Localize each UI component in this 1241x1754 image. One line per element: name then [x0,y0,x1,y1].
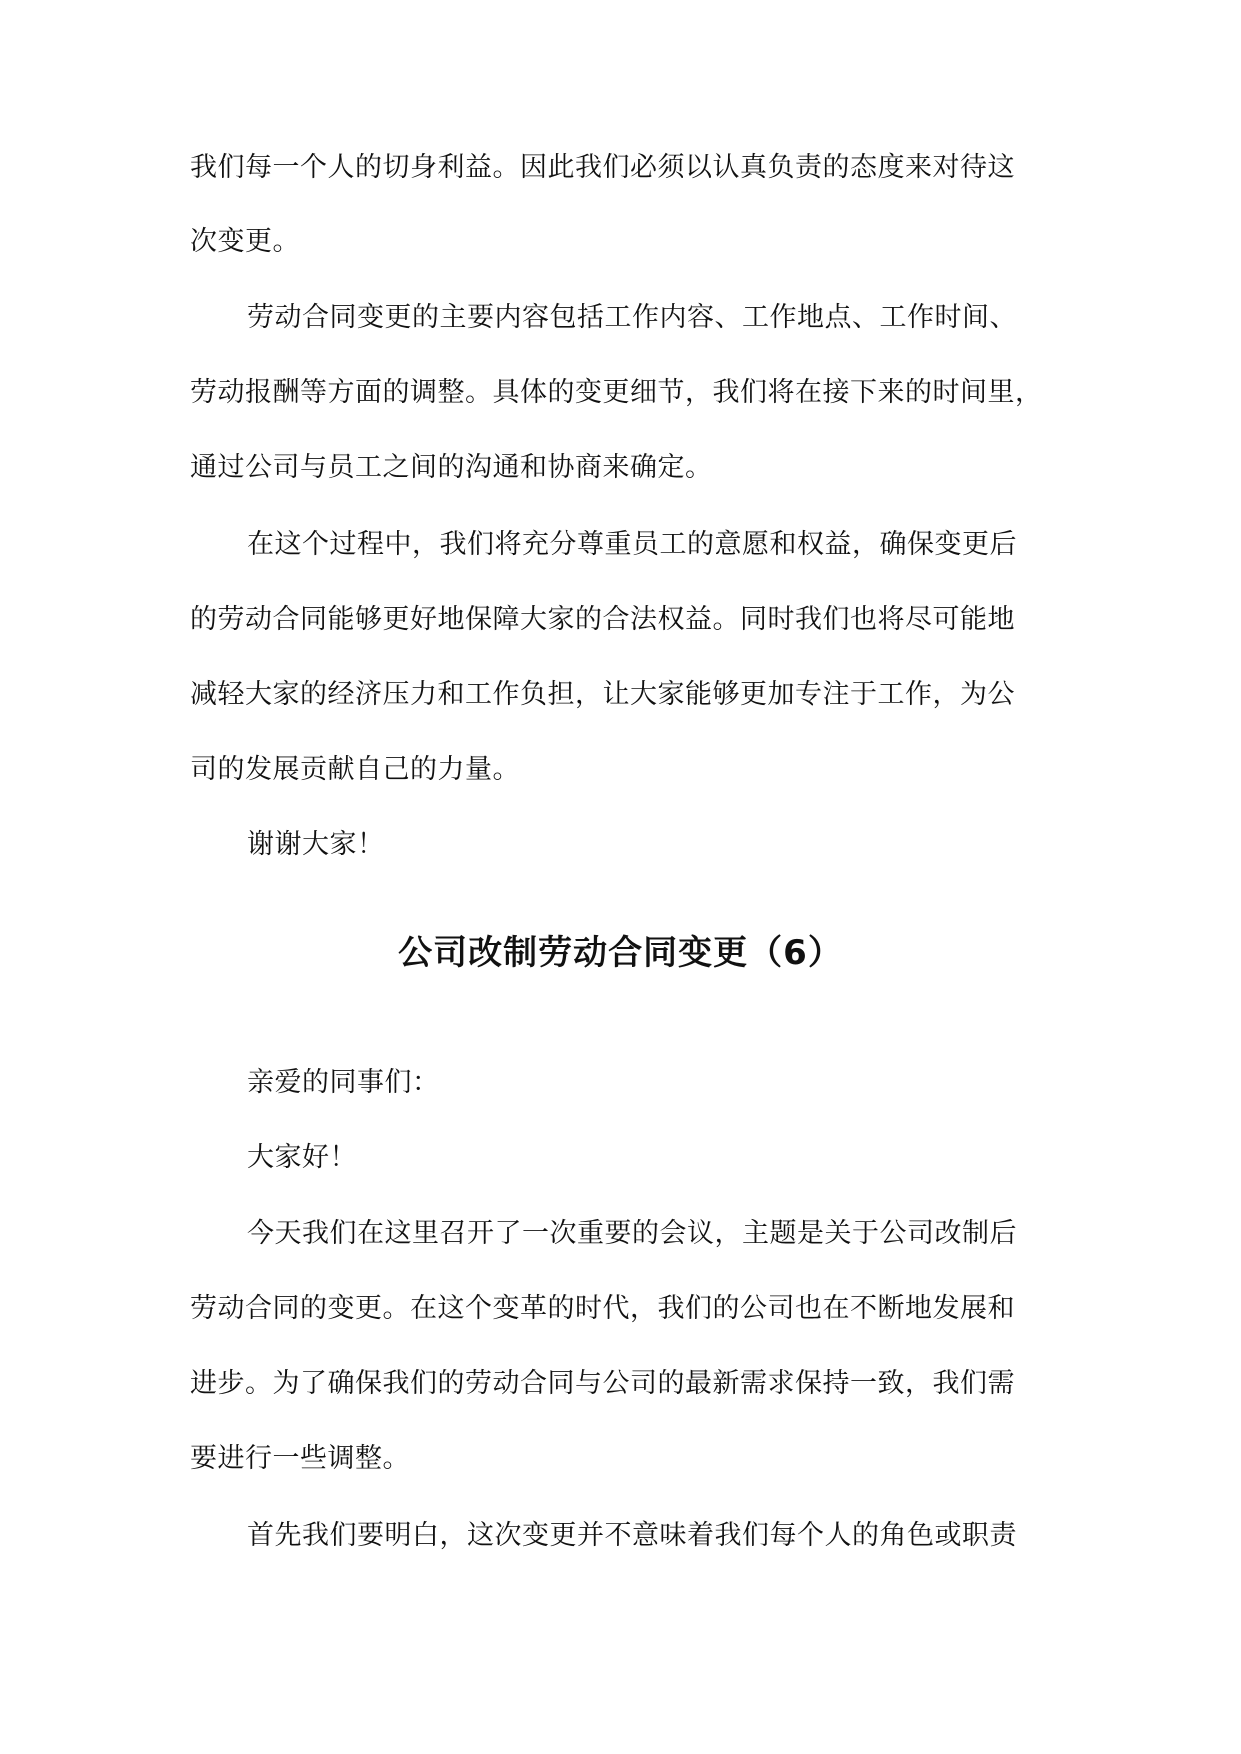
paragraph-line: 我们每一个人的切身利益。因此我们必须以认真负责的态度来对待这 [190,152,1015,183]
paragraph-line: 劳动合同变更的主要内容包括工作内容、工作地点、工作时间、 [247,302,1017,333]
paragraph-line: 减轻大家的经济压力和工作负担，让大家能够更加专注于工作，为公 [190,679,1015,710]
paragraph-line: 通过公司与员工之间的沟通和协商来确定。 [190,452,713,483]
paragraph-line: 进步。为了确保我们的劳动合同与公司的最新需求保持一致，我们需 [190,1368,1015,1399]
paragraph-line: 今天我们在这里召开了一次重要的会议，主题是关于公司改制后 [247,1218,1017,1249]
paragraph-line: 大家好！ [247,1142,357,1173]
paragraph-line: 谢谢大家！ [247,829,385,860]
paragraph-line: 劳动合同的变更。在这个变革的时代，我们的公司也在不断地发展和 [190,1293,1015,1324]
paragraph-line: 司的发展贡献自己的力量。 [190,754,520,785]
paragraph-line: 要进行一些调整。 [190,1443,410,1474]
paragraph-line: 的劳动合同能够更好地保障大家的合法权益。同时我们也将尽可能地 [190,604,1015,635]
paragraph-line: 亲爱的同事们： [247,1067,440,1098]
paragraph-line: 次变更。 [190,226,300,257]
paragraph-line: 劳动报酬等方面的调整。具体的变更细节，我们将在接下来的时间里， [190,377,1043,408]
section-title: 公司改制劳动合同变更（6） [398,933,843,973]
paragraph-line: 在这个过程中，我们将充分尊重员工的意愿和权益，确保变更后 [247,529,1017,560]
paragraph-line: 首先我们要明白，这次变更并不意味着我们每个人的角色或职责 [247,1520,1017,1551]
